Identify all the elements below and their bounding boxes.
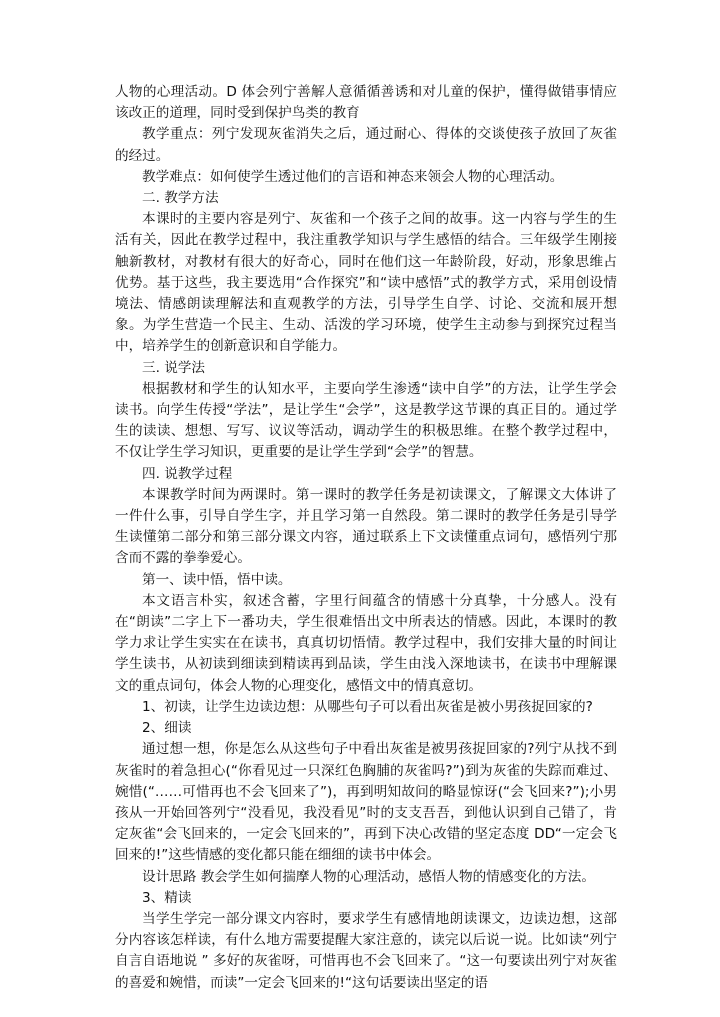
heading-learning-method: 三. 说学法 xyxy=(142,359,206,376)
paragraph-learning-body: 根据教材和学生的认知水平，主要向学生渗透“读中自学”的方法，让学生学会读书。向学生传授“学法”，是让学生“会学”，这是教学这节课的真正目的。通过学生的读读、想想、写写、议议等活动，调动学生的积极思维。在整个教学过程中，不仅让学生学习知识，更重要的是让学生学到“会学”的智慧。 xyxy=(115,380,617,461)
paragraph-teaching-focus: 教学重点：列宁发现灰雀消失之后，通过耐心、得体的交谈使孩子放回了灰雀的经过。 xyxy=(115,126,617,164)
paragraph-close-reading-body: 通过想一想，你是怎么从这些句子中看出灰雀是被男孩捉回家的?列宁从找不到灰雀时的着急担心(“你看见过一只深红色胸脯的灰雀吗?”)到为灰雀的失踪而难过、婉惜(“……可惜再也不会飞回来了”)，再到明知故问的略显惊讶(“会飞回来?”);小男孩从一开始回答列宁“没看见，我没看见”时的支支吾吾，到他认识到自己错了，肯定灰雀“会飞回来的，一定会飞回来的”，再到下决心改错的坚定态度 DD“一定会飞回来的!”这些情感的变化都只能在细细的读书中体会。 xyxy=(115,741,617,864)
heading-teaching-process: 四. 说教学过程 xyxy=(142,465,233,482)
subheading-read-and-comprehend: 第一、读中悟，悟中读。 xyxy=(142,571,292,588)
document-body xyxy=(115,82,617,994)
paragraph-design-idea: 设计思路 教会学生如何揣摩人物的心理活动，感悟人物的情感变化的方法。 xyxy=(142,868,595,885)
step-close-reading: 2、细读 xyxy=(142,720,192,737)
paragraph-read-body: 本文语言朴实，叙述含蓄，字里行间蕴含的情感十分真挚，十分感人。没有在“朗读”二字上下一番功夫，学生很难悟出文中所表达的情感。因此，本课时的教学力求让学生实实在在读书，真真切切悟情。教学过程中，我们安排大量的时间让学生读书，从初读到细读到精读再到品读，学生由浅入深地读书，在读书中理解课文的重点词句，体会人物的心理变化，感悟文中的情真意切。 xyxy=(115,592,617,694)
paragraph-process-body: 本课教学时间为两课时。第一课时的教学任务是初读课文，了解课文大体讲了一件什么事，引导自学生字，并且学习第一自然段。第二课时的教学任务是引导学生读懂第二部分和第三部分课文内容，通过联系上下文读懂重点词句，感悟列宁那含而不露的拳拳爱心。 xyxy=(115,486,617,567)
step-first-reading: 1、初读，让学生边读边想：从哪些句子可以看出灰雀是被小男孩捉回家的? xyxy=(142,698,593,715)
step-intensive-reading: 3、精读 xyxy=(142,889,192,906)
paragraph-teaching-difficulty: 教学难点：如何使学生透过他们的言语和神态来领会人物的心理活动。 xyxy=(142,168,564,185)
paragraph-intensive-body: 当学生学完一部分课文内容时，要求学生有感情地朗读课文，边读边想，这部分内容该怎样读，有什么地方需要提醒大家注意的，读完以后说一说。比如读“列宁自言自语地说 ” 多好的灰雀呀，可惜再也不会飞回来了。“这一句要读出列宁对灰雀的喜爱和婉惜，而读”一定会飞回来的!“这句话要读出坚定的语 xyxy=(115,910,617,991)
heading-teaching-method: 二. 教学方法 xyxy=(142,190,219,207)
paragraph-method-body: 本课时的主要内容是列宁、灰雀和一个孩子之间的故事。这一内容与学生的生活有关，因此在教学过程中，我注重教学知识与学生感悟的结合。三年级学生刚接触新教材，对教材有很大的好奇心，同时在他们这一年龄阶段，好动，形象思维占优势。基于这些，我主要选用“合作探究”和“读中感悟”式的教学方式，采用创设情境法、情感朗读理解法和直观教学的方法，引导学生自学、讨论、交流和展开想象。为学生营造一个民主、生动、活泼的学习环境，使学生主动参与到探究过程当中，培养学生的创新意识和自学能力。 xyxy=(115,211,617,355)
paragraph-1: 人物的心理活动。D 体会列宁善解人意循循善诱和对儿童的保护，懂得做错事情应该改正的道理，同时受到保护鸟类的教育 xyxy=(115,84,617,122)
